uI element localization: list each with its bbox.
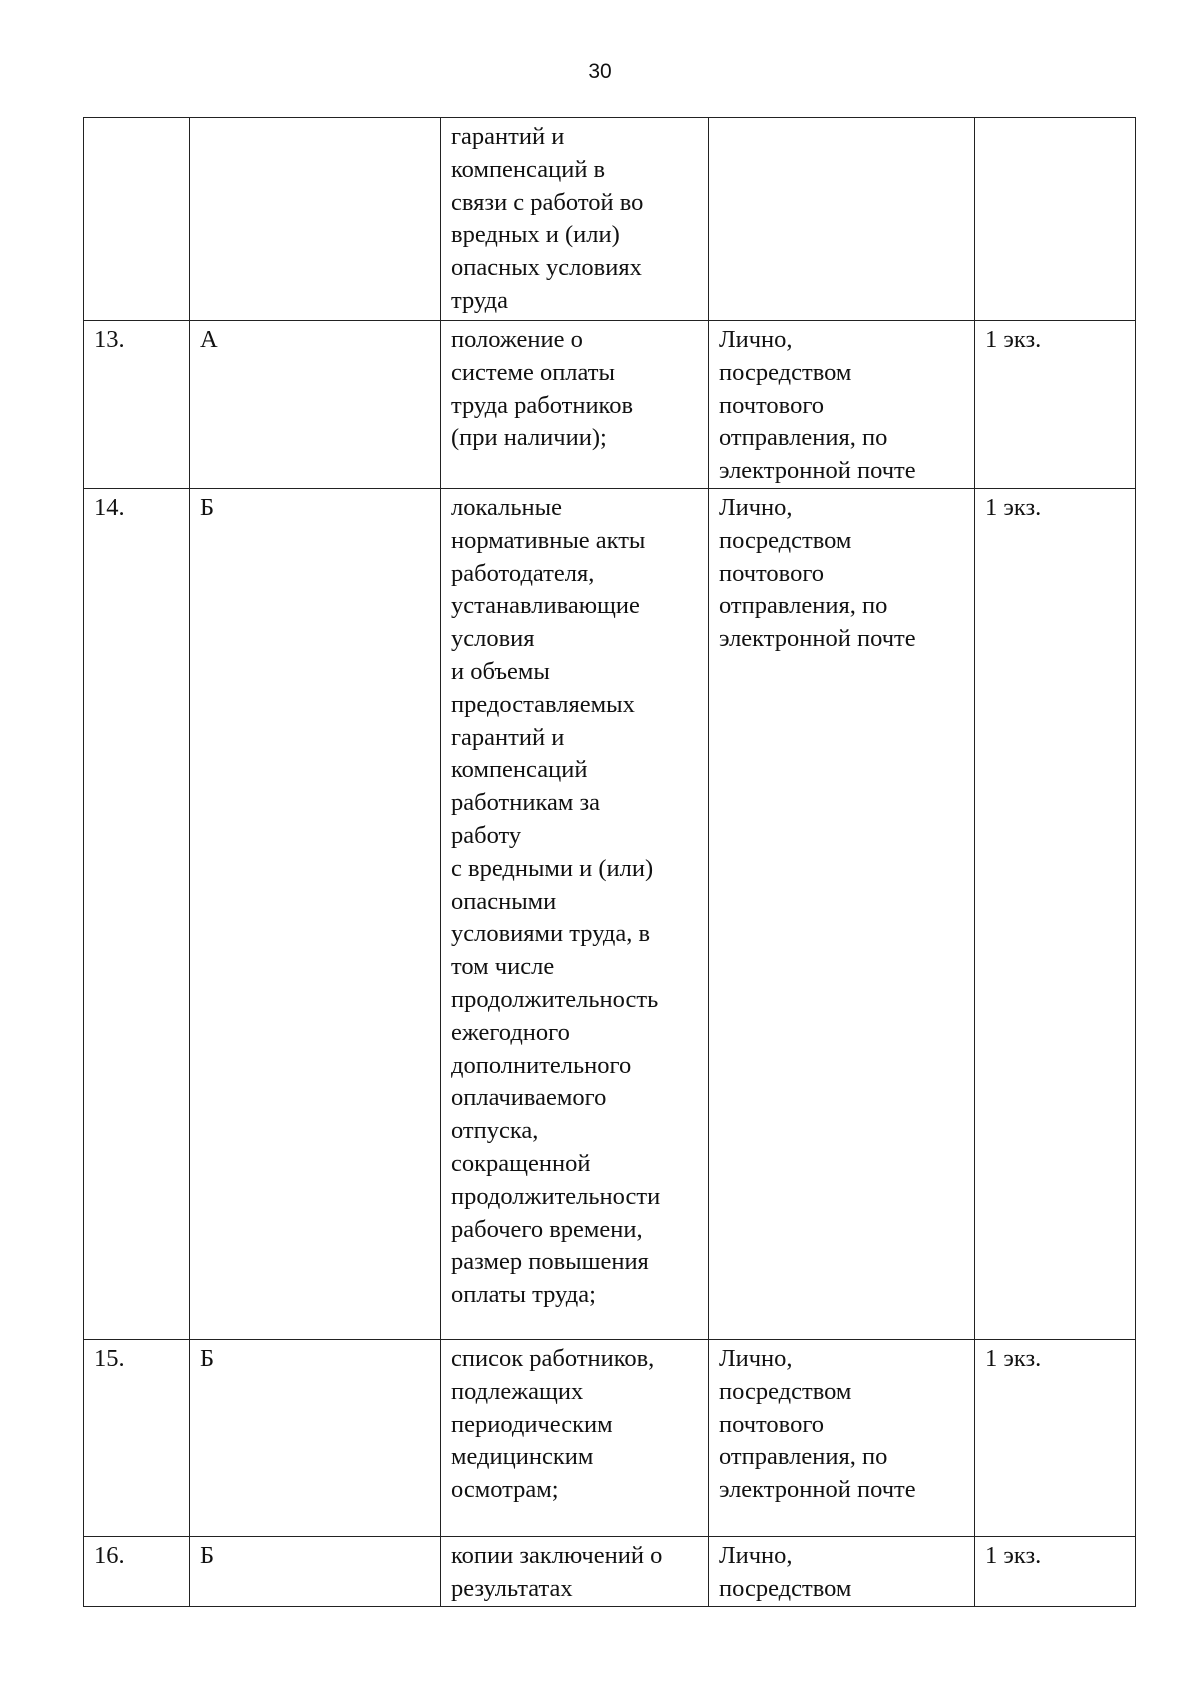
submission-method: Лично, посредством почтового отправления, по электронной почте bbox=[719, 1344, 916, 1504]
category: А bbox=[200, 326, 218, 353]
row-number-cell bbox=[84, 321, 190, 489]
document-cell bbox=[441, 321, 709, 489]
category-cell bbox=[190, 1339, 441, 1536]
quantity: 1 экз. bbox=[985, 1541, 1042, 1569]
quantity: 1 экз. bbox=[985, 326, 1042, 353]
document-cell bbox=[441, 488, 709, 1339]
category-cell bbox=[190, 488, 441, 1339]
document-description: гарантий и компенсаций в связи с работой во вредных и (или) опасных условиях труда bbox=[451, 123, 644, 314]
submission-method-cell bbox=[709, 1339, 975, 1536]
submission-method: Лично, посредством почтового отправления, по электронной почте bbox=[719, 493, 916, 653]
submission-method-cell bbox=[709, 118, 975, 321]
category-cell bbox=[190, 118, 441, 321]
document-cell bbox=[441, 1536, 709, 1606]
submission-method: Лично, посредством bbox=[719, 1541, 852, 1602]
quantity-cell bbox=[975, 1536, 1136, 1606]
category-cell bbox=[190, 321, 441, 489]
quantity: 1 экз. bbox=[985, 1344, 1042, 1372]
document-description: список работников, подлежащих периодическим медицинским осмотрам; bbox=[451, 1344, 655, 1504]
document-description: положение о системе оплаты труда работников (при наличии); bbox=[451, 326, 634, 452]
row-number-cell bbox=[84, 1536, 190, 1606]
document-description: копии заключений о результатах bbox=[451, 1541, 663, 1602]
submission-method-cell bbox=[709, 321, 975, 489]
category: Б bbox=[200, 1541, 215, 1569]
page-number: 30 bbox=[588, 60, 612, 83]
row-number-cell bbox=[84, 1339, 190, 1536]
category: Б bbox=[200, 1344, 215, 1372]
quantity-cell bbox=[975, 1339, 1136, 1536]
table-row bbox=[84, 488, 1136, 1339]
table-row bbox=[84, 1339, 1136, 1536]
row-number: 14. bbox=[94, 493, 125, 521]
category: Б bbox=[200, 493, 215, 521]
row-number-cell bbox=[84, 118, 190, 321]
document-cell bbox=[441, 118, 709, 321]
category-cell bbox=[190, 1536, 441, 1606]
document-description: локальные нормативные акты работодателя, устанавливающие условия и объемы предоставляемых гарантий и компенсаций работникам за работу с вредными и (или) опасными условиями труда, в том числе продолжительность ежегодного дополнительного оплачиваемого отпуска, сокращенной продолжительности рабочего времени, размер повышения оплаты труда; bbox=[451, 493, 661, 1309]
documents-table bbox=[83, 117, 1136, 1607]
row-number-cell bbox=[84, 488, 190, 1339]
document-cell bbox=[441, 1339, 709, 1536]
table-row bbox=[84, 321, 1136, 489]
quantity-cell bbox=[975, 118, 1136, 321]
submission-method: Лично, посредством почтового отправления, по электронной почте bbox=[719, 326, 916, 485]
row-number: 16. bbox=[94, 1541, 125, 1569]
quantity-cell bbox=[975, 488, 1136, 1339]
table-row bbox=[84, 1536, 1136, 1606]
row-number: 13. bbox=[94, 326, 125, 353]
row-number: 15. bbox=[94, 1344, 125, 1372]
submission-method-cell bbox=[709, 488, 975, 1339]
submission-method-cell bbox=[709, 1536, 975, 1606]
table-row bbox=[84, 118, 1136, 321]
quantity-cell bbox=[975, 321, 1136, 489]
quantity: 1 экз. bbox=[985, 493, 1042, 521]
